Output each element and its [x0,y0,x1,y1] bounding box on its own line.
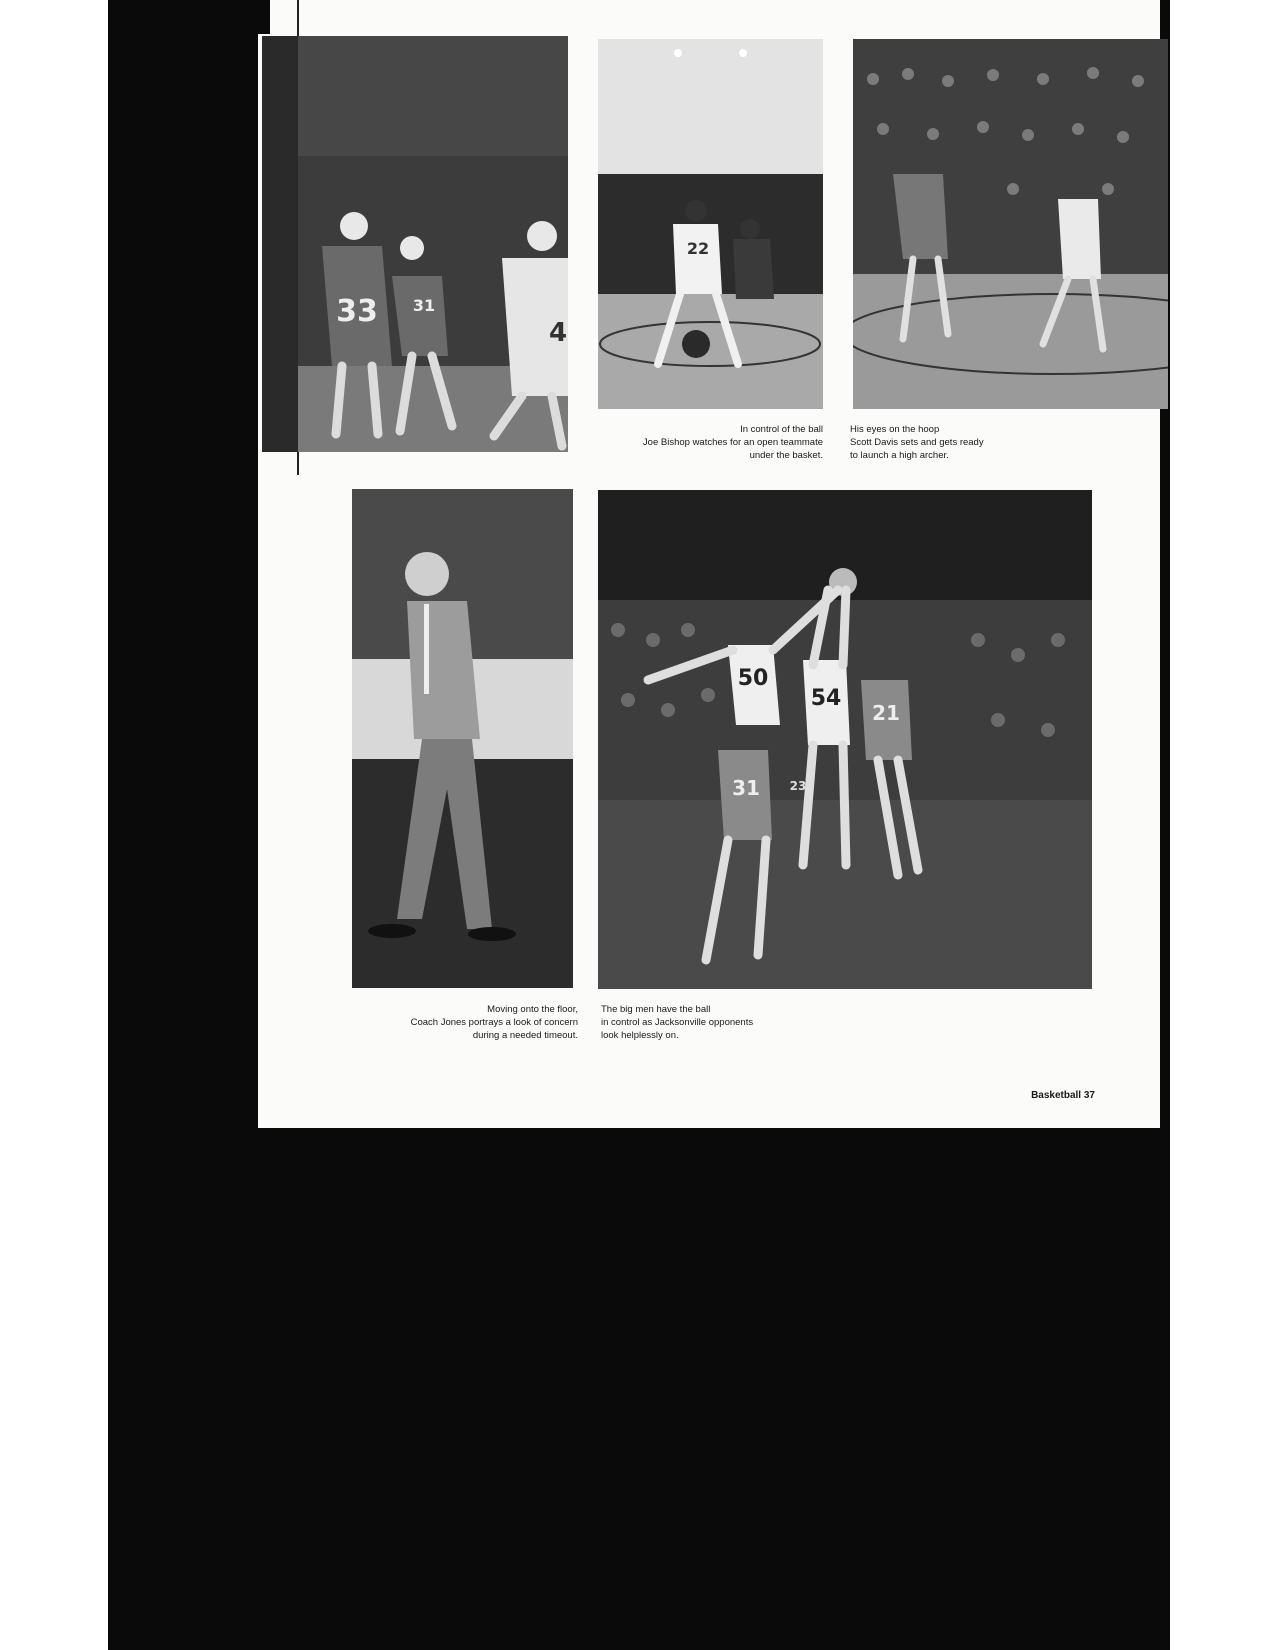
jersey-number-33: 33 [336,294,378,329]
caption-joe-bishop: In control of the ball Joe Bishop watches for an open teammate under the basket. [642,424,823,461]
photo-joe-bishop-dribble [598,39,823,409]
page-folio: Basketball 37 [1031,1090,1095,1101]
page-notch [258,0,270,34]
jersey-number-23: 23 [789,779,807,793]
jersey-number-21: 21 [872,701,900,725]
jersey-number-31: 31 [732,776,760,800]
jersey-number-50: 50 [737,666,769,691]
jersey-number-22: 22 [686,239,710,258]
photo-jump-ball [598,490,1092,989]
jersey-number-54: 54 [810,686,842,711]
jersey-number-31: 31 [412,296,436,315]
caption-scott-davis: His eyes on the hoop Scott Davis sets and gets ready to launch a high archer. [850,424,984,461]
photo-coach-jones [352,489,573,988]
caption-big-men: The big men have the ball in control as Jacksonville opponents look helplessly on. [601,1004,754,1041]
jersey-number-4: 4 [548,318,568,348]
photo-rebound-scramble [262,36,568,452]
caption-coach-jones: Moving onto the floor, Coach Jones portrays a look of concern during a needed timeout. [410,1004,578,1041]
photo-scott-davis-shot [853,39,1168,409]
